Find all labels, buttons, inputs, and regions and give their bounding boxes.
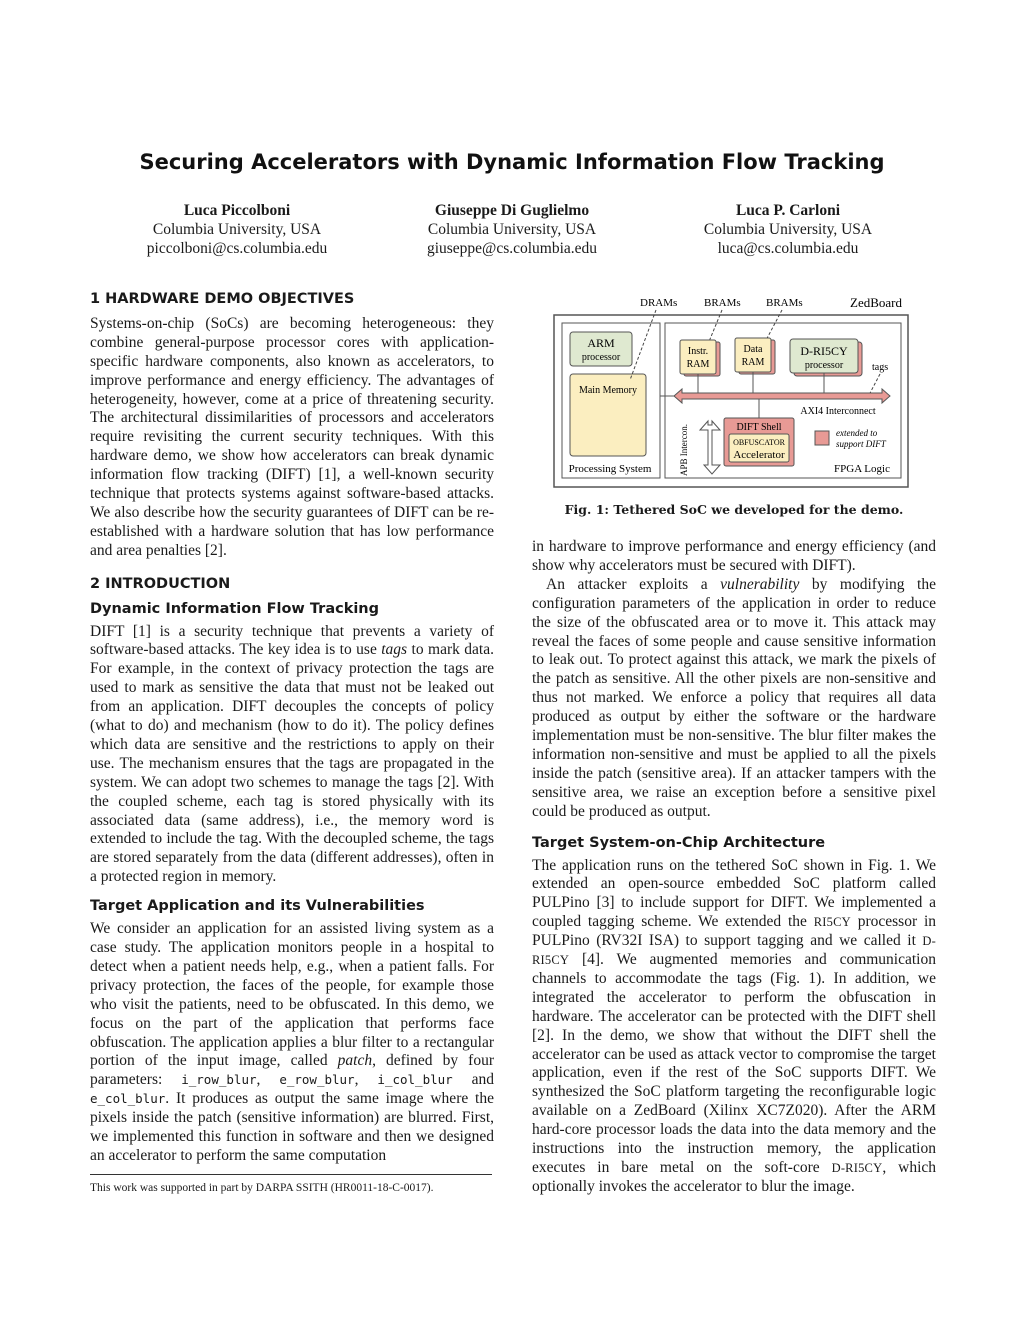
soc-diagram	[532, 290, 936, 495]
paper-title: Securing Accelerators with Dynamic Information Flow Tracking	[139, 150, 885, 174]
author-2	[372, 201, 652, 258]
svg-text:support DIFT: support DIFT	[836, 439, 886, 449]
svg-text:tags: tags	[872, 362, 889, 373]
svg-text:OBFUSCATOR: OBFUSCATOR	[733, 438, 785, 447]
svg-text:DIFT Shell: DIFT Shell	[736, 422, 782, 433]
section-heading: 2 INTRODUCTION	[90, 575, 231, 592]
paragraph: The application runs on the tethered SoC shown in Fig. 1. We extended an open-source embedded SoC platform called PULPino [3] to include support for DIFT. We implemented a coupled tagging scheme. We extended the RI5CY processor in PULPino (RV32I ISA) to support tagging and we called it D-RI5CY [4]. We augmented memories and communication channels to accommodate the tags (Fig. 1). In addition, we integrated the accelerator to perform the obfuscation in hardware. The accelerator can be protected with the DIFT shell [2]. In the demo, we show that without the DIFT shell the accelerator can be used as attack vector to compromise the target application, even if the rest of the SoC supports DIFT. We synthesized the SoC platform targeting the reconfigurable logic available on a ZedBoard (Xilinx XC7Z020). After the ARM hard-core processor loads the data into the data memory and the instructions into the instruction memory, the application executes in bare metal on the soft-core D-RI5CY, which optionally invokes the accelerator to blur the image.	[532, 856, 937, 1195]
svg-text:D-RI5CY: D-RI5CY	[800, 344, 848, 358]
legend-swatch	[815, 431, 829, 445]
author-email: giuseppe@cs.columbia.edu	[426, 240, 598, 257]
footnote-rule	[90, 1174, 492, 1175]
left-column	[90, 290, 494, 1166]
author-email: luca@cs.columbia.edu	[717, 240, 859, 257]
svg-text:Processing System: Processing System	[568, 463, 652, 475]
subsection-heading: Dynamic Information Flow Tracking	[90, 600, 380, 617]
svg-text:AXI4 Interconnect: AXI4 Interconnect	[800, 406, 876, 417]
drams-label: DRAMs	[640, 297, 678, 309]
svg-text:Main Memory: Main Memory	[578, 385, 638, 396]
brams-label: BRAMs	[766, 297, 803, 309]
paragraph: in hardware to improve performance and energy efficiency (and show why accelerators must be secured with DIFT).	[532, 538, 936, 574]
author-affiliation: Columbia University, USA	[703, 221, 873, 238]
svg-text:Data: Data	[743, 344, 763, 355]
brams-label: BRAMs	[704, 297, 741, 309]
paragraph: Systems-on-chip (SoCs) are becoming heterogeneous: they combine general-purpose processor cores with application-specific hardware components, also known as accelerators, to improve performance and energy efficiency. The advantages of heterogeneity, however, come at a price of threatening security. The architectural dissimilarities of processors and accelerators require revisiting the current security techniques. With this hardware demo, we show how accelerators can break dynamic information flow tracking (DIFT) [1], a well-known security technique that protects systems against software-based attacks. We also describe how the security guarantees of DIFT can be re-established with a hardware solution that has low performance and area penalties [2].	[90, 314, 494, 559]
svg-text:ARM: ARM	[587, 336, 615, 350]
author-affiliation: Columbia University, USA	[152, 221, 322, 238]
paragraph: We consider an application for an assisted living system as a case study. The application monitors people in a hospital to detect when a patient needs help, e.g., when a patient falls. For privacy protection, the faces of the people, for example those who visit the patients, need to be obfuscated. In this demo, we focus on the part of the application that performs face obfuscation. The application applies a blur filter to a rectangular portion of the input image, called patch, defined by four parameters: i_row_blur, e_row_blur, i_col_blur and e_col_blur. It produces as output the same image where the pixels inside the patch (sensitive information) are blurred. First, we implemented this function in software and then we designed an accelerator to perform the same computation	[90, 920, 495, 1164]
svg-text:FPGA Logic: FPGA Logic	[834, 463, 890, 475]
author-name: Luca Piccolboni	[183, 202, 291, 219]
svg-text:RAM: RAM	[741, 357, 765, 368]
zedboard-label: ZedBoard	[850, 295, 902, 310]
svg-text:APB Intercon.: APB Intercon.	[679, 424, 689, 476]
svg-text:Accelerator: Accelerator	[733, 449, 785, 461]
author-email: piccolboni@cs.columbia.edu	[146, 240, 328, 257]
author-1	[97, 201, 377, 258]
author-name: Luca P. Carloni	[735, 202, 841, 219]
svg-text:processor: processor	[804, 360, 844, 371]
subsection-heading: Target System-on-Chip Architecture	[532, 834, 826, 851]
subsection-heading: Target Application and its Vulnerabilities	[90, 898, 425, 915]
footnote: This work was supported in part by DARPA SSITH (HR0011-18-C-0017).	[90, 1182, 434, 1194]
svg-text:RAM: RAM	[686, 359, 710, 370]
figure-1	[532, 290, 936, 495]
svg-text:extended to: extended to	[836, 428, 878, 438]
paragraph: An attacker exploits a vulnerability by modifying the configuration parameters of the application in order to reduce the size of the obfuscated area or to move it. This attack may reveal the faces of some people and cause sensitive information to leak out. To protect against this attack, we mark the pixels of the patch as sensitive. All the other pixels are non-sensitive and thus not marked. We enforce a policy that requires all data produced as output by either the software or the hardware implementation must be non-sensitive. The blur filter makes the information non-sensitive and must be applied to all the pixels inside the patch (sensitive area). If an attacker tampers with the sensitive area, we raise an exception before a sensitive pixel could be produced as output.	[532, 575, 936, 820]
author-affiliation: Columbia University, USA	[427, 221, 597, 238]
svg-text:Instr.: Instr.	[687, 346, 709, 357]
svg-text:processor: processor	[581, 352, 621, 363]
figure-caption: Fig. 1: Tethered SoC we developed for the demo.	[564, 502, 904, 517]
right-column	[532, 538, 936, 1197]
section-heading: 1 HARDWARE DEMO OBJECTIVES	[90, 291, 355, 307]
paragraph: DIFT [1] is a security technique that prevents a variety of software-based attacks. The key idea is to use tags to mark data. For example, in the context of privacy protection the tags are used to mark as sensitive the data that must not be leaked out from an application. DIFT decouples the concepts of policy (what to do) and mechanism (how to do it). The policy defines which data are sensitive and the restrictions to apply on their use. The mechanism ensures that the tags are propagated in the system. We can adopt two schemes to manage the tags [2]. With the coupled scheme, each tag is stored physically with its associated data (same address), i.e., the memory word is extended to include the tag. With the decoupled scheme, the tags are stored separately from the data (different addresses), often in a protected region in memory.	[90, 622, 494, 886]
author-3	[648, 201, 928, 258]
author-name: Giuseppe Di Guglielmo	[434, 202, 590, 219]
